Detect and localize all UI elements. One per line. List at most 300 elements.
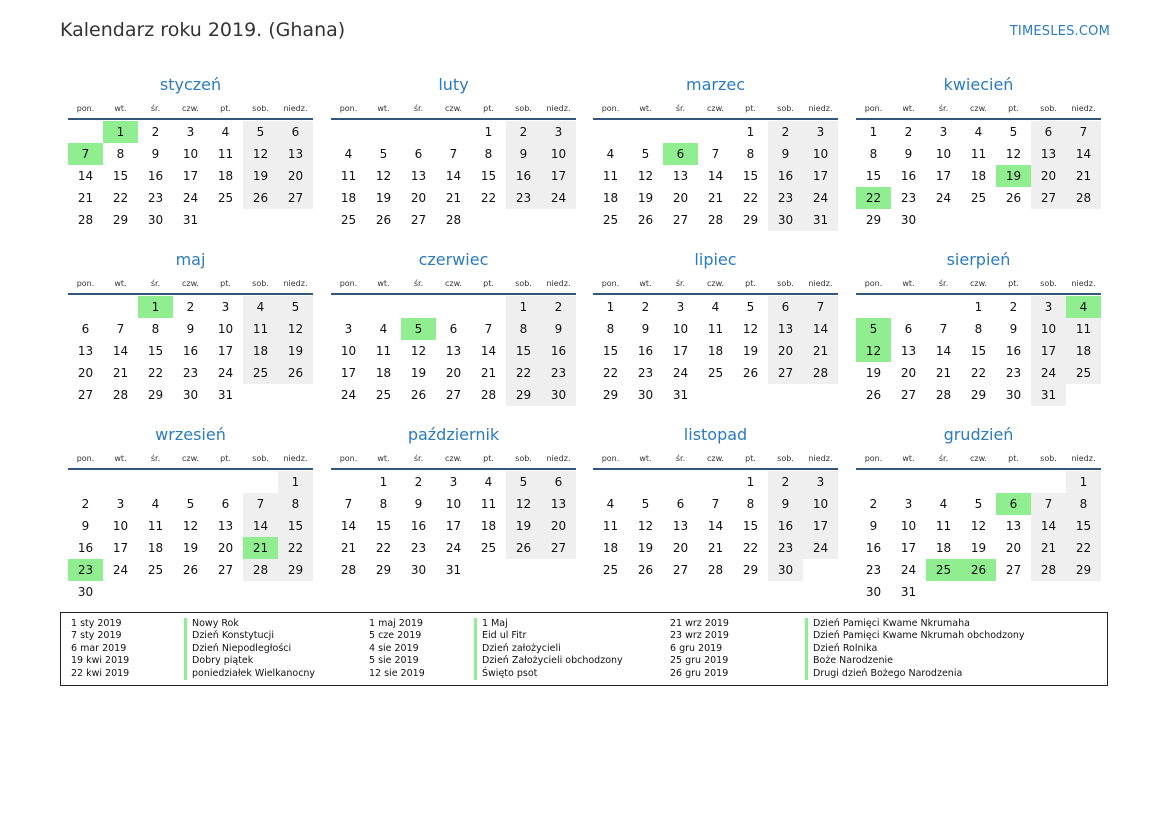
day-cell: 11 [217,147,234,161]
weekday-header [68,274,313,295]
day-cell: 18 [217,169,234,183]
weekday-label: śr. [938,454,949,463]
day-cell: 7 [1031,493,1066,515]
empty-cell [173,471,208,493]
day-cell: 15 [1066,515,1101,537]
weekday-label: wt. [114,279,127,288]
day-cell: 19 [637,191,654,205]
day-cell: 8 [506,318,541,340]
day-cell: 14 [243,515,278,537]
day-cell: 24 [672,366,689,380]
weekday-label: wt. [639,454,652,463]
weekday-label: niedz. [546,104,571,113]
weekday-header [593,274,838,295]
day-cell: 4 [379,322,388,336]
day-cell: 27 [445,388,462,402]
day-cell: 1 [746,475,755,489]
day-cell: 5 [641,497,650,511]
day-cell: 6 [414,147,423,161]
day-cell: 5 [746,300,755,314]
legend-holiday-name: Dzień założycieli [482,642,561,654]
day-cell: 25 [243,362,278,384]
empty-cell [366,121,401,143]
day-cell: 28 [1066,187,1101,209]
empty-cell [698,471,733,493]
day-cell: 24 [1031,362,1066,384]
day-cell: 29 [506,384,541,406]
legend-names-col-2 [474,618,623,680]
empty-cell [436,296,471,318]
day-cell: 12 [742,322,759,336]
empty-cell [208,471,243,493]
weekday-label: pon. [864,454,883,463]
day-cell: 12 [375,169,392,183]
day-cell: 18 [602,191,619,205]
day-cell: 25 [217,191,234,205]
day-cell: 15 [147,344,164,358]
empty-cell [961,471,996,493]
day-cell: 22 [742,541,759,555]
day-cell: 24 [900,563,917,577]
weekday-label: pon. [864,104,883,113]
weekday-label: sob. [1040,104,1057,113]
month-name: październik [407,425,500,444]
day-cell: 29 [1066,559,1101,581]
day-cell: 16 [147,169,164,183]
weekday-header [331,449,576,470]
empty-cell [856,296,891,318]
weekday-label: wt. [902,279,915,288]
weekday-label: niedz. [546,454,571,463]
days-grid [593,471,838,581]
day-cell: 3 [1031,296,1066,318]
days-grid [68,121,313,231]
day-cell: 23 [900,191,917,205]
day-cell: 7 [449,147,458,161]
day-cell: 21 [77,191,94,205]
weekday-label: pt. [483,104,494,113]
day-cell: 17 [803,515,838,537]
day-cell: 20 [1031,165,1066,187]
legend-holiday-name: Dzień Pamięci Kwame Nkrumaha [813,618,970,629]
day-cell: 7 [344,497,353,511]
day-cell: 30 [900,213,917,227]
day-cell: 13 [77,344,94,358]
legend-holiday-name: 1 Maj [482,618,508,629]
holiday-day-cell: 6 [996,493,1031,515]
legend-date: 21 wrz 2019 [670,618,729,629]
legend-date: 5 cze 2019 [369,630,422,642]
day-cell: 14 [707,169,724,183]
legend-date: 23 wrz 2019 [670,630,729,642]
weekday-label: pon. [76,279,95,288]
day-cell: 5 [1009,125,1018,139]
day-cell: 24 [445,541,462,555]
weekday-label: sob. [515,104,532,113]
day-cell: 17 [182,169,199,183]
day-cell: 20 [672,191,689,205]
day-cell: 20 [541,515,576,537]
day-cell: 1 [484,125,493,139]
legend-date: 1 sty 2019 [71,618,122,629]
weekday-label: wt. [639,104,652,113]
day-cell: 2 [414,475,423,489]
day-cell: 11 [480,497,497,511]
day-cell: 16 [182,344,199,358]
legend-holiday-name: Dzień Rolnika [813,642,878,654]
day-cell: 7 [711,147,720,161]
day-cell: 5 [186,497,195,511]
day-cell: 13 [672,519,689,533]
day-cell: 23 [637,366,654,380]
day-cell: 31 [182,213,199,227]
day-cell: 19 [410,366,427,380]
day-cell: 17 [340,366,357,380]
day-cell: 31 [217,388,234,402]
weekday-label: sob. [777,454,794,463]
empty-cell [926,296,961,318]
day-cell: 16 [77,541,94,555]
empty-cell [68,471,103,493]
day-cell: 2 [186,300,195,314]
day-cell: 7 [243,493,278,515]
day-cell: 6 [541,471,576,493]
day-cell: 13 [768,318,803,340]
day-cell: 23 [410,541,427,555]
month-3 [593,74,838,231]
weekday-label: śr. [413,104,424,113]
weekday-label: pt. [483,279,494,288]
day-cell: 2 [768,471,803,493]
day-cell: 6 [221,497,230,511]
day-cell: 15 [506,340,541,362]
day-cell: 11 [602,169,619,183]
weekday-label: niedz. [808,454,833,463]
day-cell: 10 [112,519,129,533]
weekday-label: sob. [777,104,794,113]
legend-names-col-3 [805,618,1025,680]
weekday-label: pon. [339,454,358,463]
weekday-header [331,274,576,295]
day-cell: 27 [1005,563,1022,577]
day-cell: 10 [541,143,576,165]
empty-cell [1031,471,1066,493]
day-cell: 10 [340,344,357,358]
weekday-label: sob. [515,454,532,463]
day-cell: 8 [869,147,878,161]
day-cell: 17 [112,541,129,555]
weekday-label: śr. [150,279,161,288]
weekday-header [68,99,313,120]
day-cell: 30 [768,559,803,581]
legend-date: 6 gru 2019 [670,642,723,654]
day-cell: 9 [186,322,195,336]
legend-date: 6 mar 2019 [71,642,127,654]
day-cell: 28 [77,213,94,227]
legend-holiday-name: Drugi dzień Bożego Narodzenia [813,667,963,679]
legend-holiday-name: Dzień Pamięci Kwame Nkrumah obchodzony [813,630,1025,642]
empty-cell [401,296,436,318]
weekday-label: niedz. [1071,454,1096,463]
day-cell: 25 [480,541,497,555]
day-cell: 22 [602,366,619,380]
day-cell: 23 [506,187,541,209]
day-cell: 13 [672,169,689,183]
site-link[interactable]: TIMESLES.COM [1009,24,1110,39]
month-5 [68,249,313,406]
month-11 [593,424,838,581]
day-cell: 11 [1066,318,1101,340]
day-cell: 6 [1031,121,1066,143]
day-cell: 3 [939,125,948,139]
day-cell: 7 [803,296,838,318]
day-cell: 6 [449,322,458,336]
month-name: marzec [685,75,745,94]
day-cell: 14 [112,344,129,358]
day-cell: 19 [742,344,759,358]
day-cell: 7 [939,322,948,336]
day-cell: 6 [676,497,685,511]
day-cell: 30 [77,585,94,599]
day-cell: 13 [278,143,313,165]
day-cell: 28 [480,388,497,402]
day-cell: 14 [480,344,497,358]
weekday-label: sob. [252,454,269,463]
day-cell: 27 [1031,187,1066,209]
days-grid [68,471,313,603]
day-cell: 9 [81,519,90,533]
day-cell: 14 [1066,143,1101,165]
day-cell: 29 [865,213,882,227]
holiday-day-cell: 21 [243,537,278,559]
legend-holiday-name: Dzień Założycieli obchodzony [482,655,623,667]
day-cell: 3 [541,121,576,143]
day-cell: 20 [672,541,689,555]
weekday-label: pt. [745,104,756,113]
month-name: lipiec [694,250,737,269]
weekday-label: czw. [970,279,987,288]
day-cell: 24 [541,187,576,209]
day-cell: 13 [410,169,427,183]
day-cell: 19 [637,541,654,555]
day-cell: 20 [410,191,427,205]
weekday-label: sob. [252,104,269,113]
empty-cell [331,121,366,143]
days-grid [331,121,576,231]
month-name: czerwiec [418,250,489,269]
day-cell: 4 [974,125,983,139]
empty-cell [436,121,471,143]
weekday-label: śr. [675,104,686,113]
day-cell: 6 [904,322,913,336]
day-cell: 1 [278,471,313,493]
day-cell: 20 [900,366,917,380]
weekday-label: pt. [1008,454,1019,463]
day-cell: 16 [865,541,882,555]
weekday-label: śr. [150,104,161,113]
day-cell: 3 [904,497,913,511]
day-cell: 17 [803,165,838,187]
day-cell: 17 [445,519,462,533]
day-cell: 16 [506,165,541,187]
empty-cell [68,121,103,143]
day-cell: 27 [278,187,313,209]
day-cell: 10 [803,143,838,165]
weekday-label: pt. [220,104,231,113]
day-cell: 1 [506,296,541,318]
legend-date: 4 sie 2019 [369,642,419,654]
day-cell: 19 [506,515,541,537]
day-cell: 18 [602,541,619,555]
weekday-label: niedz. [283,454,308,463]
day-cell: 28 [445,213,462,227]
weekday-label: czw. [970,454,987,463]
day-cell: 3 [221,300,230,314]
day-cell: 1 [974,300,983,314]
day-cell: 29 [112,213,129,227]
month-name: sierpień [946,250,1011,269]
day-cell: 12 [182,519,199,533]
day-cell: 11 [243,318,278,340]
day-cell: 3 [803,471,838,493]
day-cell: 23 [182,366,199,380]
day-cell: 20 [768,340,803,362]
day-cell: 20 [77,366,94,380]
day-cell: 25 [340,213,357,227]
day-cell: 26 [375,213,392,227]
day-cell: 30 [1005,388,1022,402]
day-cell: 2 [904,125,913,139]
day-cell: 23 [768,187,803,209]
day-cell: 4 [243,296,278,318]
day-cell: 11 [340,169,357,183]
weekday-label: czw. [182,279,199,288]
weekday-label: pt. [745,279,756,288]
weekday-label: pon. [601,454,620,463]
day-cell: 8 [974,322,983,336]
day-cell: 13 [900,344,917,358]
empty-cell [856,471,891,493]
day-cell: 10 [182,147,199,161]
day-cell: 12 [410,344,427,358]
day-cell: 12 [243,143,278,165]
day-cell: 13 [1031,143,1066,165]
day-cell: 16 [900,169,917,183]
day-cell: 21 [707,191,724,205]
day-cell: 27 [672,563,689,577]
holiday-day-cell: 19 [996,165,1031,187]
day-cell: 3 [676,300,685,314]
holiday-day-cell: 1 [138,296,173,318]
day-cell: 12 [278,318,313,340]
day-cell: 17 [541,165,576,187]
day-cell: 31 [803,209,838,231]
day-cell: 15 [375,519,392,533]
month-1 [68,74,313,231]
weekday-label: wt. [902,454,915,463]
day-cell: 4 [711,300,720,314]
day-cell: 28 [803,362,838,384]
day-cell: 18 [1066,340,1101,362]
day-cell: 25 [147,563,164,577]
day-cell: 8 [606,322,615,336]
day-cell: 30 [182,388,199,402]
holiday-day-cell: 26 [961,559,996,581]
empty-cell [891,296,926,318]
day-cell: 26 [243,187,278,209]
month-name: maj [175,250,206,269]
empty-cell [103,296,138,318]
weekday-label: śr. [675,279,686,288]
day-cell: 15 [970,344,987,358]
day-cell: 18 [970,169,987,183]
empty-cell [628,471,663,493]
day-cell: 22 [375,541,392,555]
weekday-label: wt. [114,104,127,113]
day-cell: 20 [217,541,234,555]
days-grid [856,121,1101,231]
day-cell: 4 [606,497,615,511]
weekday-label: sob. [252,279,269,288]
day-cell: 26 [742,366,759,380]
day-cell: 8 [746,147,755,161]
day-cell: 30 [768,209,803,231]
day-cell: 31 [900,585,917,599]
day-cell: 4 [221,125,230,139]
empty-cell [366,296,401,318]
day-cell: 26 [278,362,313,384]
day-cell: 31 [672,388,689,402]
day-cell: 23 [541,362,576,384]
weekday-label: pon. [76,104,95,113]
holiday-day-cell: 4 [1066,296,1101,318]
day-cell: 14 [340,519,357,533]
weekday-label: niedz. [1071,104,1096,113]
day-cell: 17 [672,344,689,358]
day-cell: 2 [151,125,160,139]
day-cell: 19 [970,541,987,555]
day-cell: 16 [768,515,803,537]
day-cell: 3 [449,475,458,489]
weekday-label: pon. [339,104,358,113]
month-name: styczeń [159,75,222,94]
month-6 [331,249,576,406]
legend-holiday-name: Święto psot [482,667,538,679]
day-cell: 3 [344,322,353,336]
day-cell: 21 [707,541,724,555]
days-grid [856,471,1101,603]
day-cell: 9 [904,147,913,161]
day-cell: 26 [1005,191,1022,205]
empty-cell [593,471,628,493]
day-cell: 5 [278,296,313,318]
weekday-label: śr. [413,454,424,463]
weekday-label: czw. [182,104,199,113]
weekday-label: pt. [483,454,494,463]
weekday-label: pt. [220,279,231,288]
month-9 [68,424,313,603]
holiday-day-cell: 23 [68,559,103,581]
day-cell: 22 [278,537,313,559]
day-cell: 17 [935,169,952,183]
weekday-header [856,449,1101,470]
weekday-label: czw. [707,279,724,288]
day-cell: 7 [484,322,493,336]
day-cell: 9 [768,493,803,515]
weekday-label: niedz. [1071,279,1096,288]
holiday-day-cell: 1 [103,121,138,143]
holiday-day-cell: 5 [401,318,436,340]
